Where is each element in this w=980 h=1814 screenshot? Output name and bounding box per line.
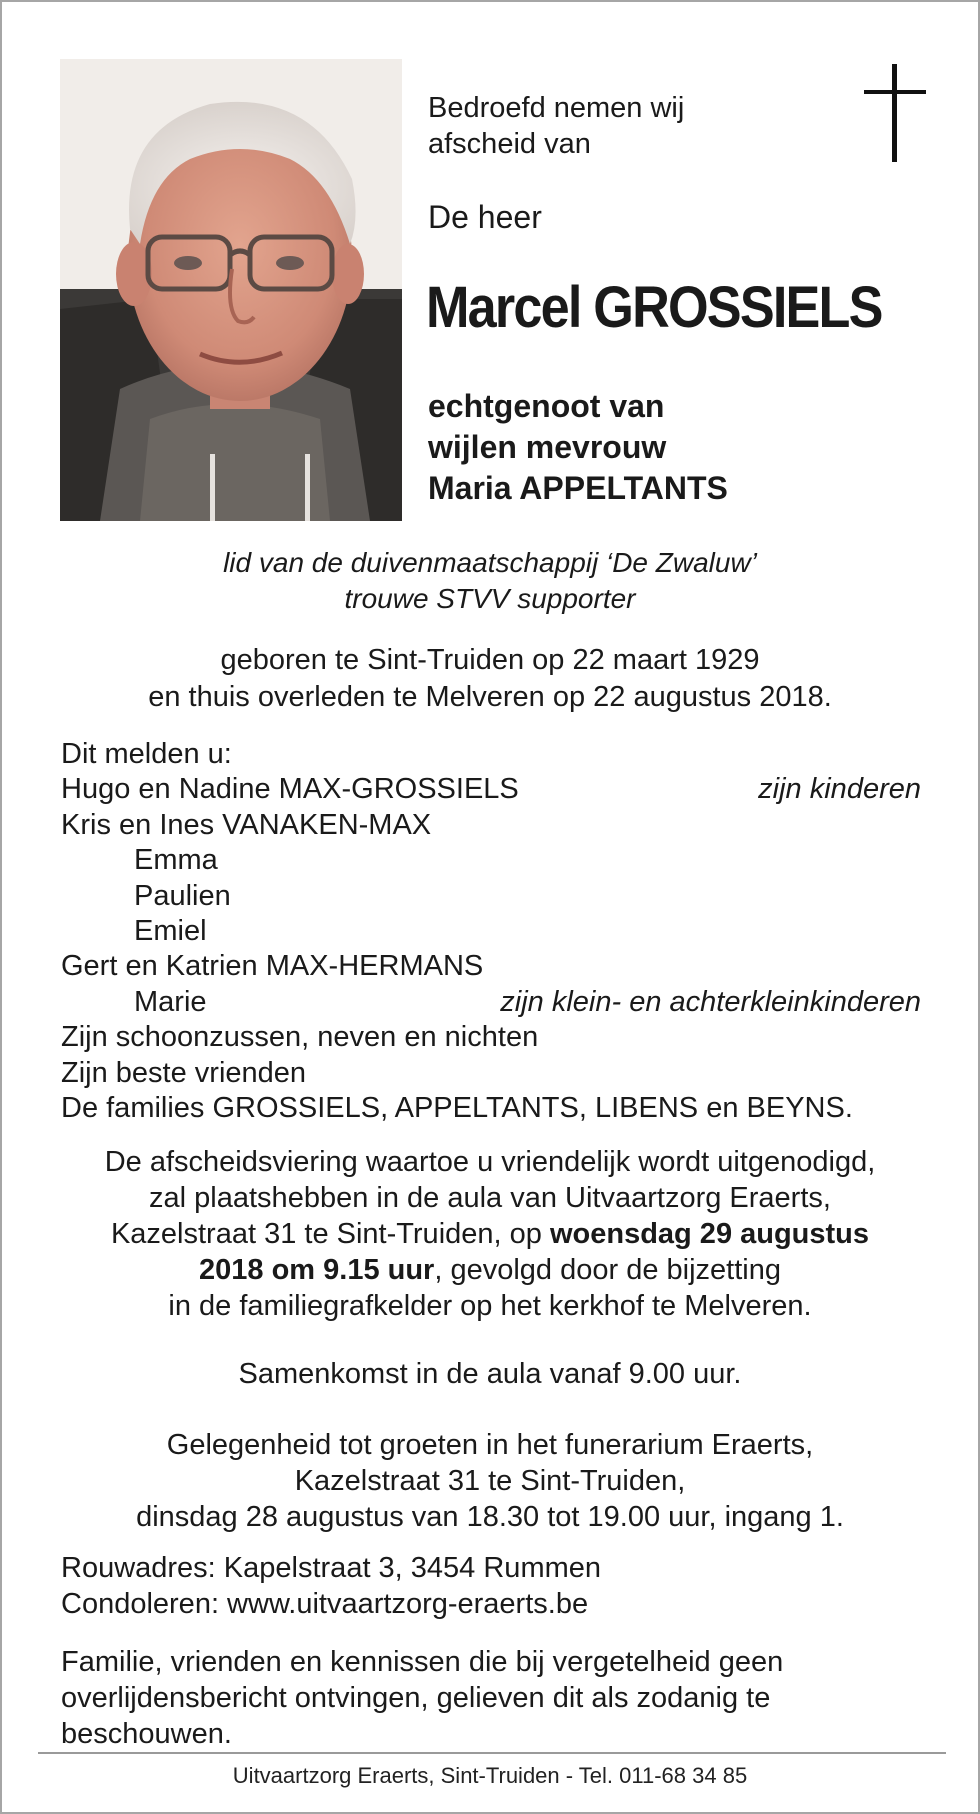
ceremony-info <box>32 1144 948 1324</box>
condolence-link[interactable]: Condoleren: www.uitvaartzorg-eraerts.be <box>61 1588 589 1620</box>
note-line: overlijdensbericht ontvingen, gelieven dit als zodanig te <box>61 1682 771 1714</box>
family-role: zijn kinderen <box>758 773 921 806</box>
birth-death-info <box>32 642 948 716</box>
intro-line: afscheid van <box>428 128 591 160</box>
note-line: beschouwen. <box>61 1718 232 1750</box>
greeting-line: dinsdag 28 augustus van 18.30 tot 19.00 uur, ingang 1. <box>136 1501 844 1533</box>
family-member: De families GROSSIELS, APPELTANTS, LIBENS en BEYNS. <box>61 1091 853 1124</box>
greeting-info <box>32 1427 948 1535</box>
family-member: Marie <box>134 985 207 1018</box>
spouse-info <box>428 386 728 509</box>
latin-cross-icon <box>864 64 928 162</box>
family-member: Zijn schoonzussen, neven en nichten <box>61 1021 539 1054</box>
family-row <box>61 949 921 984</box>
membership-line: trouwe STVV supporter <box>344 583 636 614</box>
family-member: Emiel <box>134 914 207 947</box>
deceased-name: Marcel GROSSIELS <box>426 275 882 340</box>
portrait-illustration <box>60 59 402 521</box>
memberships <box>32 545 948 617</box>
birth-line: geboren te Sint-Truiden op 22 maart 1929 <box>220 644 760 676</box>
death-line: en thuis overleden te Melveren op 22 augustus 2018. <box>148 681 832 713</box>
spouse-line: wijlen mevrouw <box>428 429 667 465</box>
honorific: De heer <box>428 199 542 235</box>
portrait-photo <box>60 59 402 521</box>
family-row <box>61 1091 921 1126</box>
ceremony-date: woensdag 29 augustus <box>549 1218 870 1250</box>
family-heading: Dit melden u: <box>61 738 232 770</box>
family-row <box>61 1020 921 1055</box>
family-row <box>61 772 921 807</box>
family-member: Emma <box>134 844 218 877</box>
family-member: Paulien <box>134 879 231 912</box>
intro-text <box>428 90 684 162</box>
ceremony-line: De afscheidsviering waartoe u vriendelijk wordt uitgenodigd, <box>104 1146 876 1178</box>
ceremony-text: , gevolgd door de bijzetting <box>434 1254 781 1286</box>
family-row <box>61 1056 921 1091</box>
family-member: Kris en Ines VANAKEN-MAX <box>61 808 432 841</box>
ceremony-text: Kazelstraat 31 te Sint-Truiden, op <box>110 1218 550 1250</box>
greeting-line: Kazelstraat 31 te Sint-Truiden, <box>294 1465 686 1497</box>
ceremony-line: zal plaatshebben in de aula van Uitvaartzorg Eraerts, <box>149 1182 831 1214</box>
family-row <box>61 985 921 1020</box>
footer-divider <box>38 1752 946 1754</box>
spouse-line: Maria APPELTANTS <box>428 470 728 506</box>
family-list <box>61 737 921 1126</box>
note-line: Familie, vrienden en kennissen die bij vergetelheid geen <box>61 1646 784 1678</box>
spouse-line: echtgenoot van <box>428 388 665 424</box>
family-row <box>61 879 921 914</box>
family-row <box>61 808 921 843</box>
family-member: Hugo en Nadine MAX-GROSSIELS <box>61 773 519 806</box>
contact-info <box>61 1550 601 1622</box>
family-row <box>61 914 921 949</box>
intro-line: Bedroefd nemen wij <box>428 92 685 124</box>
family-row <box>61 843 921 878</box>
greeting-line: Gelegenheid tot groeten in het funerarium Eraerts, <box>166 1429 814 1461</box>
ceremony-line: in de familiegrafkelder op het kerkhof te Melveren. <box>168 1290 812 1322</box>
footer-text: Uitvaartzorg Eraerts, Sint-Truiden - Tel. 011-68 34 85 <box>232 1763 748 1788</box>
mourning-address: Rouwadres: Kapelstraat 3, 3454 Rummen <box>61 1552 602 1584</box>
membership-line: lid van de duivenmaatschappij ‘De Zwaluw’ <box>223 547 757 578</box>
ceremony-line <box>32 1252 948 1288</box>
gathering-info: Samenkomst in de aula vanaf 9.00 uur. <box>238 1358 742 1390</box>
ceremony-time: 2018 om 9.15 uur <box>199 1254 435 1286</box>
family-member: Zijn beste vrienden <box>61 1056 307 1089</box>
family-member: Gert en Katrien MAX-HERMANS <box>61 950 484 983</box>
ceremony-line <box>32 1216 948 1252</box>
family-role: zijn klein- en achterkleinkinderen <box>500 985 921 1018</box>
closing-note <box>61 1644 861 1752</box>
